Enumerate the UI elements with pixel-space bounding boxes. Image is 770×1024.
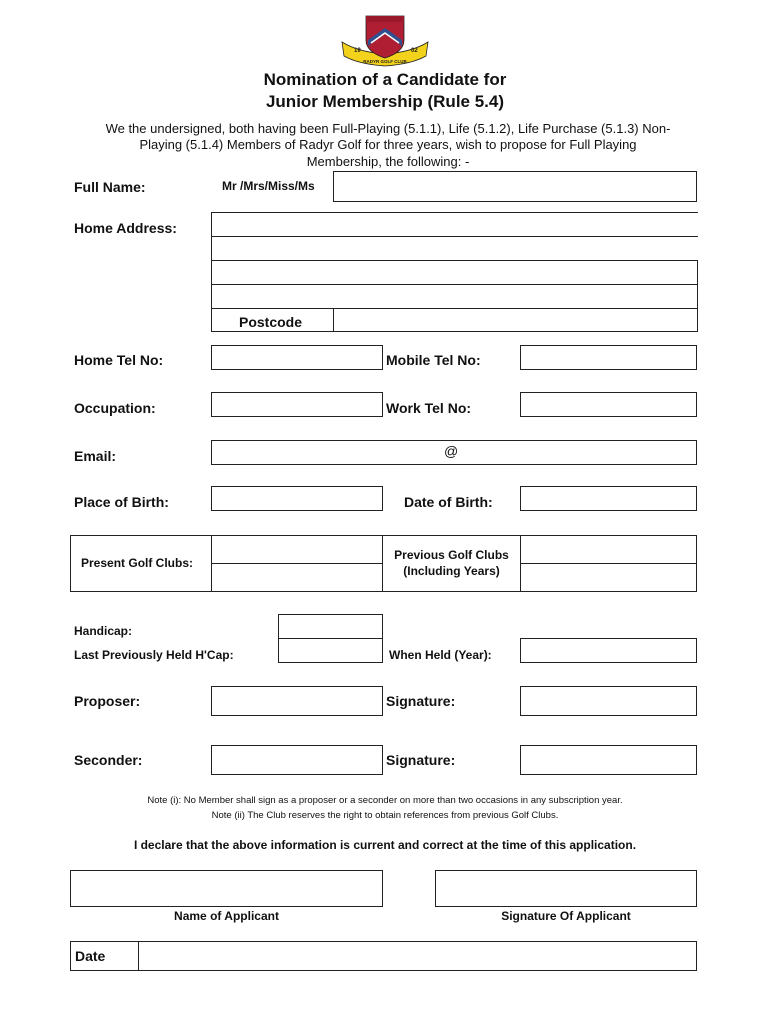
handicap-label: Handicap: <box>74 624 133 638</box>
home-address-label: Home Address: <box>74 220 177 236</box>
date-input[interactable] <box>139 942 696 970</box>
full-name-label: Full Name: <box>74 179 146 195</box>
address-line-top <box>211 212 698 213</box>
applicant-name-field[interactable] <box>70 870 383 907</box>
intro-line3: Membership, the following: - <box>306 154 470 169</box>
crest-club-name: RADYR GOLF CLUB <box>363 59 407 64</box>
note-1: Note (i): No Member shall sign as a proposer or a seconder on more than two occasions in any subscription year. <box>147 795 623 806</box>
when-held-field[interactable] <box>520 638 697 663</box>
occupation-field[interactable] <box>211 392 383 417</box>
address-line1-field[interactable] <box>213 237 695 259</box>
full-name-input[interactable] <box>334 172 696 201</box>
proposer-signature-field[interactable] <box>520 686 697 716</box>
last-handicap-label: Last Previously Held H'Cap: <box>74 648 234 662</box>
address-line1-input[interactable] <box>213 237 695 259</box>
crest-year-left: 19 <box>354 48 361 54</box>
date-of-birth-label: Date of Birth: <box>404 494 493 510</box>
proposer-field[interactable] <box>211 686 383 716</box>
mobile-tel-input[interactable] <box>521 346 696 369</box>
place-of-birth-field[interactable] <box>211 486 383 511</box>
address-line2-input[interactable] <box>212 261 697 284</box>
work-tel-input[interactable] <box>521 393 696 416</box>
page-title-line1: Nomination of a Candidate for <box>263 70 507 89</box>
seconder-signature-input[interactable] <box>521 746 696 774</box>
postcode-label: Postcode <box>239 314 303 330</box>
applicant-signature-field[interactable] <box>435 870 697 907</box>
previous-clubs-field-1[interactable] <box>520 535 697 564</box>
applicant-signature-input[interactable] <box>436 871 696 906</box>
seconder-input[interactable] <box>212 746 382 774</box>
mobile-tel-field[interactable] <box>520 345 697 370</box>
full-name-field[interactable] <box>333 171 697 202</box>
proposer-label: Proposer: <box>74 693 141 709</box>
work-tel-label: Work Tel No: <box>386 400 472 416</box>
home-tel-field[interactable] <box>211 345 383 370</box>
place-of-birth-label: Place of Birth: <box>74 494 169 510</box>
when-held-input[interactable] <box>521 639 696 662</box>
address-line3-input[interactable] <box>212 285 697 308</box>
date-label: Date <box>75 948 106 964</box>
previous-clubs-label-1: Previous Golf Clubs <box>394 548 509 562</box>
occupation-label: Occupation: <box>74 400 156 416</box>
occupation-input[interactable] <box>212 393 382 416</box>
date-field[interactable] <box>138 941 697 971</box>
handicap-input[interactable] <box>279 615 382 638</box>
postcode-input[interactable] <box>334 309 697 331</box>
previous-clubs-field-2[interactable] <box>520 563 697 592</box>
declaration-text: I declare that the above information is current and correct at the time of this application. <box>133 838 637 852</box>
home-tel-label: Home Tel No: <box>74 352 164 368</box>
seconder-signature-field[interactable] <box>520 745 697 775</box>
applicant-name-label: Name of Applicant <box>174 909 279 923</box>
applicant-name-input[interactable] <box>71 871 382 906</box>
present-clubs-field-2[interactable] <box>211 563 383 592</box>
last-handicap-field[interactable] <box>278 638 383 663</box>
date-of-birth-input[interactable] <box>521 487 696 510</box>
note-2: Note (ii) The Club reserves the right to obtain references from previous Golf Clubs. <box>211 810 559 821</box>
handicap-field[interactable] <box>278 614 383 639</box>
seconder-signature-label: Signature: <box>386 752 456 768</box>
present-clubs-input-1[interactable] <box>212 536 382 563</box>
intro-line1: We the undersigned, both having been Full-Playing (5.1.1), Life (5.1.2), Life Purchase (5.1.3) Non- <box>105 121 671 136</box>
mobile-tel-label: Mobile Tel No: <box>386 352 481 368</box>
previous-clubs-input-2[interactable] <box>521 564 696 591</box>
last-handicap-input[interactable] <box>279 639 382 662</box>
work-tel-field[interactable] <box>520 392 697 417</box>
club-crest-logo <box>338 10 432 68</box>
proposer-signature-label: Signature: <box>386 693 456 709</box>
date-of-birth-field[interactable] <box>520 486 697 511</box>
present-clubs-input-2[interactable] <box>212 564 382 591</box>
seconder-field[interactable] <box>211 745 383 775</box>
when-held-label: When Held (Year): <box>389 648 492 662</box>
previous-clubs-input-1[interactable] <box>521 536 696 563</box>
place-of-birth-input[interactable] <box>212 487 382 510</box>
previous-clubs-label-2: (Including Years) <box>403 564 500 578</box>
seconder-label: Seconder: <box>74 752 143 768</box>
title-options-label: Mr /Mrs/Miss/Ms <box>222 179 315 193</box>
proposer-input[interactable] <box>212 687 382 715</box>
crest-year-right: 02 <box>411 48 418 54</box>
proposer-signature-input[interactable] <box>521 687 696 715</box>
postcode-field[interactable] <box>333 308 698 332</box>
address-line3-field[interactable] <box>211 284 698 309</box>
present-clubs-field-1[interactable] <box>211 535 383 564</box>
intro-line2: Playing (5.1.4) Members of Radyr Golf for three years, wish to propose for Full Playing <box>139 137 637 152</box>
home-tel-input[interactable] <box>212 346 382 369</box>
page-title-line2: Junior Membership (Rule 5.4) <box>265 92 505 111</box>
present-clubs-label: Present Golf Clubs: <box>81 556 194 570</box>
email-label: Email: <box>74 448 117 464</box>
applicant-signature-label: Signature Of Applicant <box>501 909 631 923</box>
address-line2-field[interactable] <box>211 260 698 285</box>
email-at-symbol: @ <box>444 443 459 459</box>
